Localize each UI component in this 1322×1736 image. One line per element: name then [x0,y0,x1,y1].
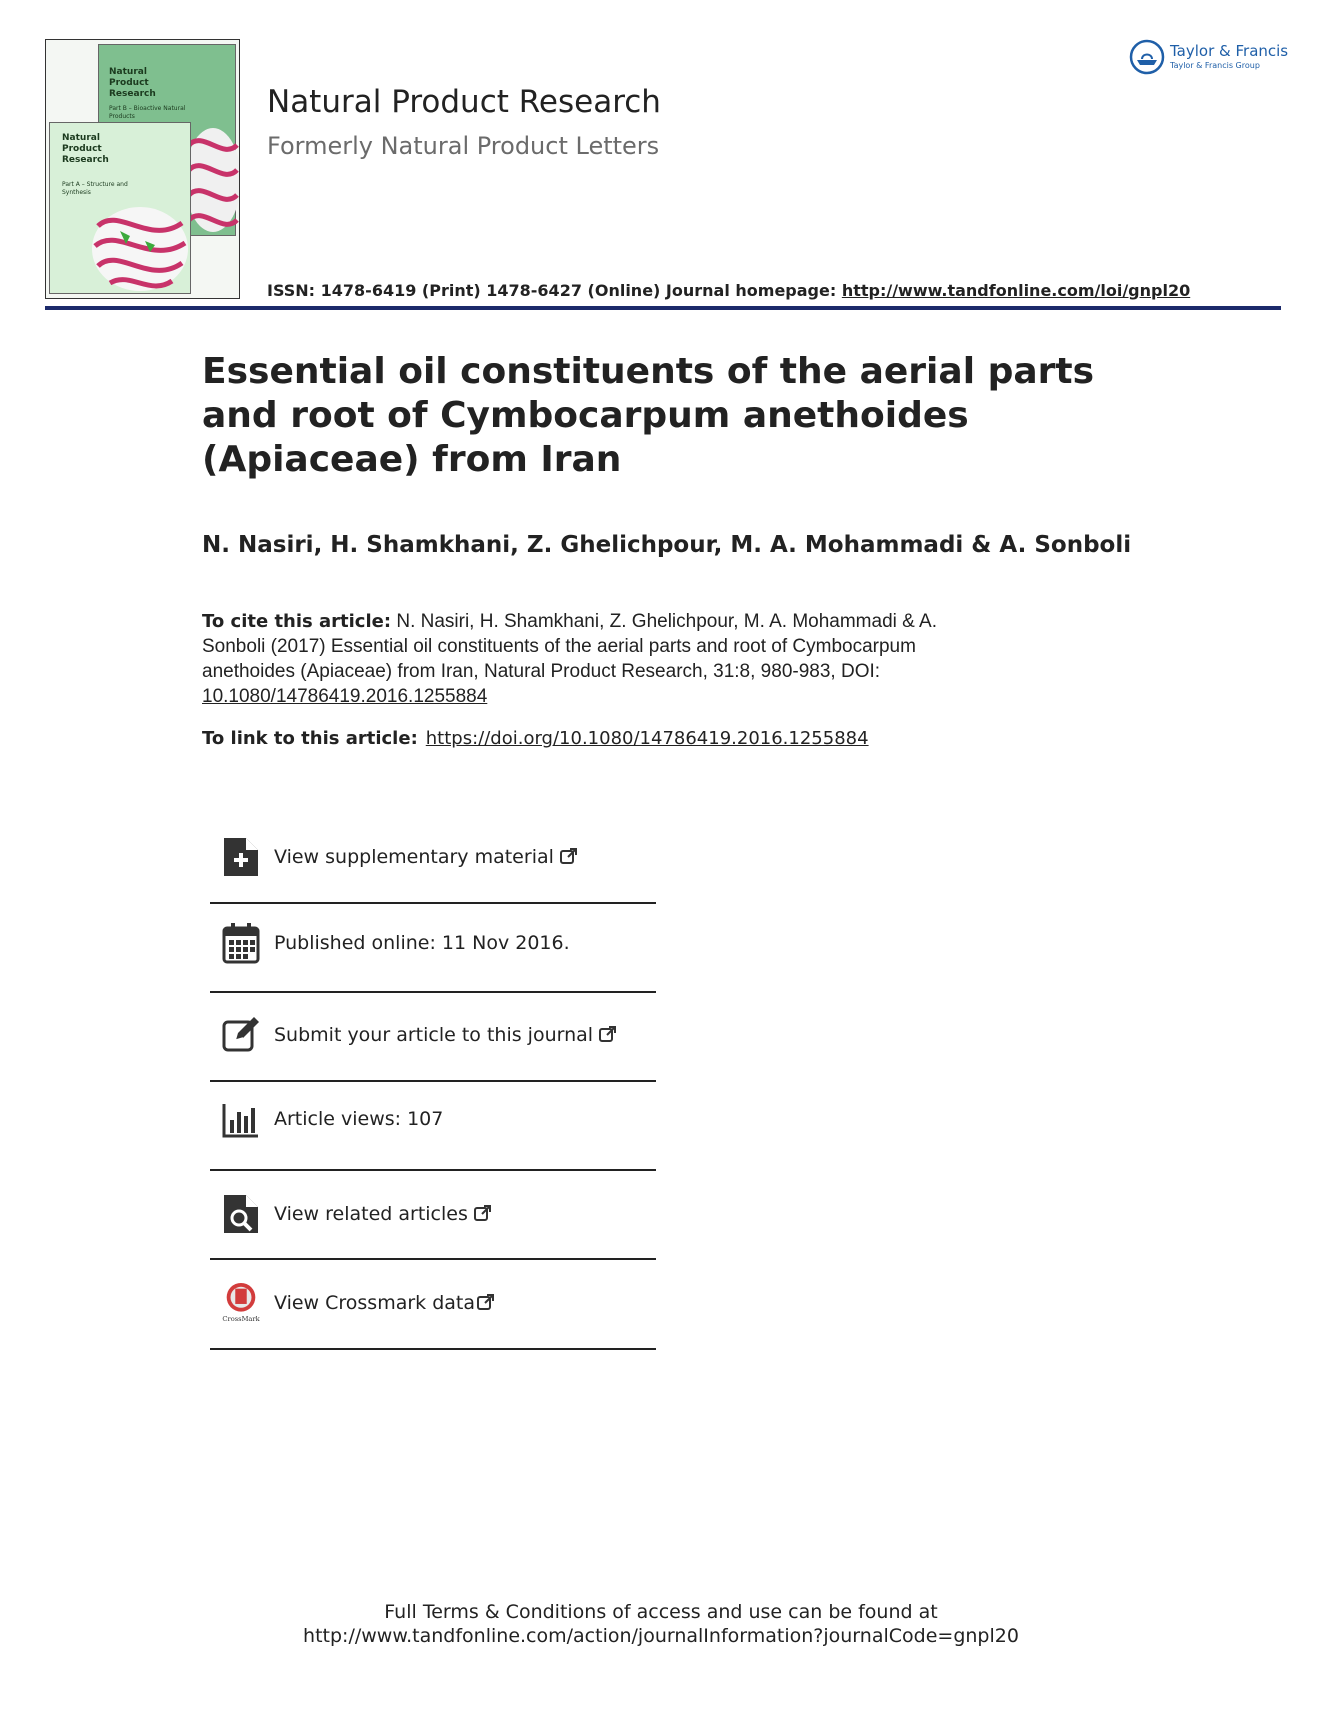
taylor-francis-logo[interactable] [1128,38,1288,78]
submit-article-link[interactable] [210,1006,656,1066]
header-divider [45,306,1281,310]
publisher-group: Taylor & Francis Group [1170,61,1260,70]
info-divider [210,991,656,993]
publisher-logo-icon [1128,38,1166,76]
external-link-icon [477,1293,495,1311]
published-online-row [210,914,656,974]
external-link-icon [599,1025,617,1043]
calendar-icon [222,922,260,964]
edit-pencil-icon [222,1014,260,1056]
cover-panel-part-a [49,122,191,294]
supplementary-label: View supplementary material [274,846,554,868]
file-plus-icon [222,836,260,878]
submit-label: Submit your article to this journal [274,1024,594,1046]
related-label: View related articles [274,1203,468,1225]
view-related-articles-link[interactable] [210,1185,656,1245]
journal-subtitle: Formerly Natural Product Letters [267,132,660,160]
article-doi-link[interactable]: https://doi.org/10.1080/14786419.2016.1255884 [425,728,869,749]
journal-title: Natural Product Research [267,84,661,120]
crossmark-icon [222,1282,260,1324]
info-divider [210,1258,656,1260]
bar-chart-icon [222,1098,260,1140]
article-title: Essential oil constituents of the aerial parts and root of Cymbocarpum anethoides (Apiaceae) from Iran [202,351,1095,480]
info-divider [210,1080,656,1082]
view-crossmark-link[interactable] [210,1274,656,1334]
info-divider [210,1169,656,1171]
article-views-text: Article views: 107 [274,1108,444,1130]
link-label: To link to this article: [202,728,418,749]
issn-text: ISSN: 1478-6419 (Print) 1478-6427 (Online) Journal homepage: [267,281,842,300]
cite-doi-link[interactable]: 10.1080/14786419.2016.1255884 [202,686,488,707]
info-divider [210,1348,656,1350]
publisher-name: Taylor & Francis [1170,42,1289,60]
file-search-icon [222,1193,260,1235]
crossmark-label: View Crossmark data [274,1292,476,1314]
external-link-icon [560,847,578,865]
external-link-icon [474,1204,492,1222]
cover-part-b-subtitle: Part B – Bioactive Natural Products [109,105,186,120]
cite-text: N. Nasiri, H. Shamkhani, Z. Ghelichpour, M. A. Mohammadi & A. Sonboli (2017) Essential oil constituents of the aerial parts and root of Cymbocarpum anethoides (Apiaceae) from Iran, Natural Product Research, 31:8, 980-983, DOI: [202,611,937,682]
journal-homepage-link[interactable]: http://www.tandfonline.com/loi/gnpl20 [841,281,1191,300]
footer-line-1: Full Terms & Conditions of access and use can be found at [384,1601,938,1623]
cover-protein-ribbon-b [183,125,240,235]
footer-terms-url[interactable]: http://www.tandfonline.com/action/journalInformation?journalCode=gnpl20 [303,1625,1019,1647]
terms-footer [0,1600,1322,1648]
cover-part-b-title: Natural Product Research [109,67,156,99]
cover-part-a-title: Natural Product Research [62,133,109,165]
cite-label: To cite this article: [202,611,392,632]
journal-cover-image [45,39,240,299]
article-views-row [210,1090,656,1150]
cover-protein-ribbon-a [90,201,190,291]
cover-part-a-subtitle: Part A – Structure and Synthesis [62,181,128,196]
article-link-block [202,728,869,749]
published-online-text: Published online: 11 Nov 2016. [274,932,570,954]
crossmark-logo-text: CrossMark [222,1315,260,1324]
issn-line [267,281,1190,300]
citation-block [202,609,1002,709]
info-divider [210,902,656,904]
view-supplementary-material-link[interactable] [210,828,656,888]
article-authors: N. Nasiri, H. Shamkhani, Z. Ghelichpour, M. A. Mohammadi & A. Sonboli [202,532,1132,558]
